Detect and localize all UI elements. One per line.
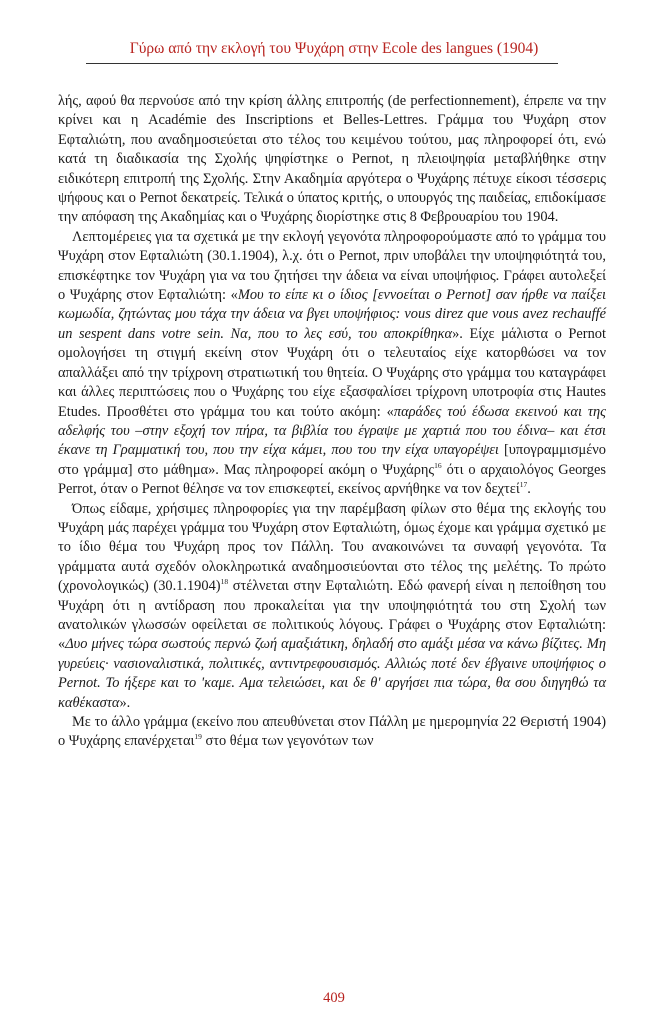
footnote-ref: 19: [194, 732, 202, 742]
header-rule: [86, 63, 558, 64]
footnote-ref: 16: [434, 460, 442, 470]
paragraph: [58, 228, 606, 500]
page-number: 409: [323, 990, 345, 1006]
text-run: [υπογραμμισμένο στο γράμμα] στο μάθημα». Μας πληροφορεί ακόμη ο Ψυχάρης: [58, 442, 606, 478]
body-text: [58, 92, 606, 752]
text-run: ότι ο αρχαιολόγος Georges Perrot, όταν ο Pernot θέλησε να τον επισκεφτεί, εκείνος αρνήθηκε να τον δεχτεί: [58, 461, 606, 498]
text-run: στο θέμα των γεγονότων των: [201, 733, 374, 750]
running-header: Γύρω από την εκλογή του Ψυχάρη στην Ecole des langues (1904): [129, 40, 539, 57]
footnote-ref: 18: [220, 577, 229, 587]
text-run: Όπως είδαμε, χρήσιμες πληροφορίες για την παρέμβαση φίλων στο θέμα της εκλογής του Ψυχάρη μάς παρέχει γράμμα του Ψυχάρη στον Εφταλιώτη, όμως έχομε και γράμμα σχετικό με το ίδιο θέμα του Ψυχάρη προς τον Πάλλη. Του ανακοινώνει τα συναφή γεγονότα. Τα γράμματα αυτά σχεδόν ολοκληρωτικά αναδημοσιεύονται στο τέλος της μελέτης. Το πρώτο (χρονολογικώς) (30.1.1904): [58, 500, 606, 595]
text-run: ».: [119, 694, 131, 711]
text-run: ». Είχε μάλιστα ο Pernot ομολογήσει τη στιγμή εκείνη στον Ψυχάρη ότι ο τελευταίος είχε κατορθώσει να τον απαλλάξει από την τρίχρονη στρατιωτική του θητεία. Ο Ψυχάρης στο γράμμα του καταγράφει και άλλες περιπτώσεις που ο Ψυχάρης του είχε εξασφαλίσει τρίχρονη υποτροφία στις Hautes Etudes. Προσθέτει στο γράμμα του και τούτο ακόμη: «: [58, 325, 606, 420]
text-run: λής, αφού θα περνούσε από την κρίση άλλης επιτροπής (de perfectionnement), έπρεπε να την κρίνει και η Académie des Inscriptions et Belles-Lettres. Γράμμα του Ψυχάρη στον Εφταλιώτη, που αναδημοσιεύεται στο τέλος του κειμένου τούτου, μας πληροφορεί ότι, ενώ κατά τη διαδικασία της Σχολής ψηφίστηκε ο Pernot, η πλειοψηφία μεταβλήθηκε στην ειδικότερη επιτροπή της Σχολής. Στην Ακαδημία αργότερα ο Ψυχάρης πέτυχε είκοσι τέσσερις ψήφους και ο Pernot δεκατρείς. Τελικά ο ύπατος κριτής, ο υπουργός της παιδείας, επιδοκίμασε την απόφαση της Ακαδημίας και ο Ψυχάρης διορίστηκε στις 8 Φεβρουαρίου του 1904.: [58, 93, 606, 226]
italic-quote: Δυο μήνες τώρα σωστούς περνώ ζωή αμαξιάτικη, δηλαδή στο αμάξι μέσα να κάνω βίζιτες. Μη γυρεύεις· νασιοναλιστικά, πολιτικές, αντιντρεφουσισμός. Αλλιώς ποτέ δεν έβγαινε υποψήφιος ο Pernot. Το ήξερε και το 'καμε. Αμα τελειώσει, και δε θ' αργήσει πια τώρα, θα σου διηγηθώ τα καθέκαστα: [58, 636, 606, 711]
text-run: .: [527, 481, 531, 498]
italic-quote: παράδες τού έδωσα εκεινού και της αδελφής του –στην εξοχή τον πήρα, τα βιβλία του έγραψε με χαρτιά που του έδινα– και έτσι έκανε τη Γραμματική του, που την είχα κάμει, που του την είχα υπαγορέψει: [58, 403, 606, 459]
text-run: στέλνεται στην Εφταλιώτη. Εδώ φανερή είναι η πεποίθηση του Ψυχάρη ότι η αντίδραση που προκαλείται για την υποψηφιότητά του στη Σχολή των ανατολικών γλωσσών οφείλεται σε πολιτικούς λόγους. Γράφει ο Ψυχάρης στον Εφταλιώτη: «: [58, 578, 606, 653]
text-run: Με το άλλο γράμμα (εκείνο που απευθύνεται στον Πάλλη με ημερομηνία 22 Θεριστή 1904) ο Ψυχάρης επανέρχεται: [58, 714, 606, 750]
paragraph: [58, 92, 606, 228]
paragraph: [58, 500, 606, 713]
paragraph: [58, 713, 606, 752]
footnote-ref: 17: [519, 480, 528, 490]
text-run: Λεπτομέρειες για τα σχετικά με την εκλογή γεγονότα πληροφορούμαστε από το γράμμα του Ψυχάρη στον Εφταλιώτη (30.1.1904), λ.χ. ότι ο Pernot, πριν υποβάλει την υποψηφιότητά του, επισκέφτηκε τον Ψυχάρη για να του ζητήσει την άδεια να είναι υποψήφιος. Γράφει αυτολεξεί ο Ψυχάρης στον Εφταλιώτη: «: [58, 228, 606, 304]
italic-quote: Μου το είπε κι ο ίδιος [εννοείται ο Pernot] σαν ήρθε να παίξει κωμωδία, ζητώντας μου τάχα την άδεια να βγει υποψήφιος: vous direz que vous avez rechauffé un sespent dans votre sein. Να, που το λες εσύ, του αποκρίθηκα: [58, 287, 607, 342]
